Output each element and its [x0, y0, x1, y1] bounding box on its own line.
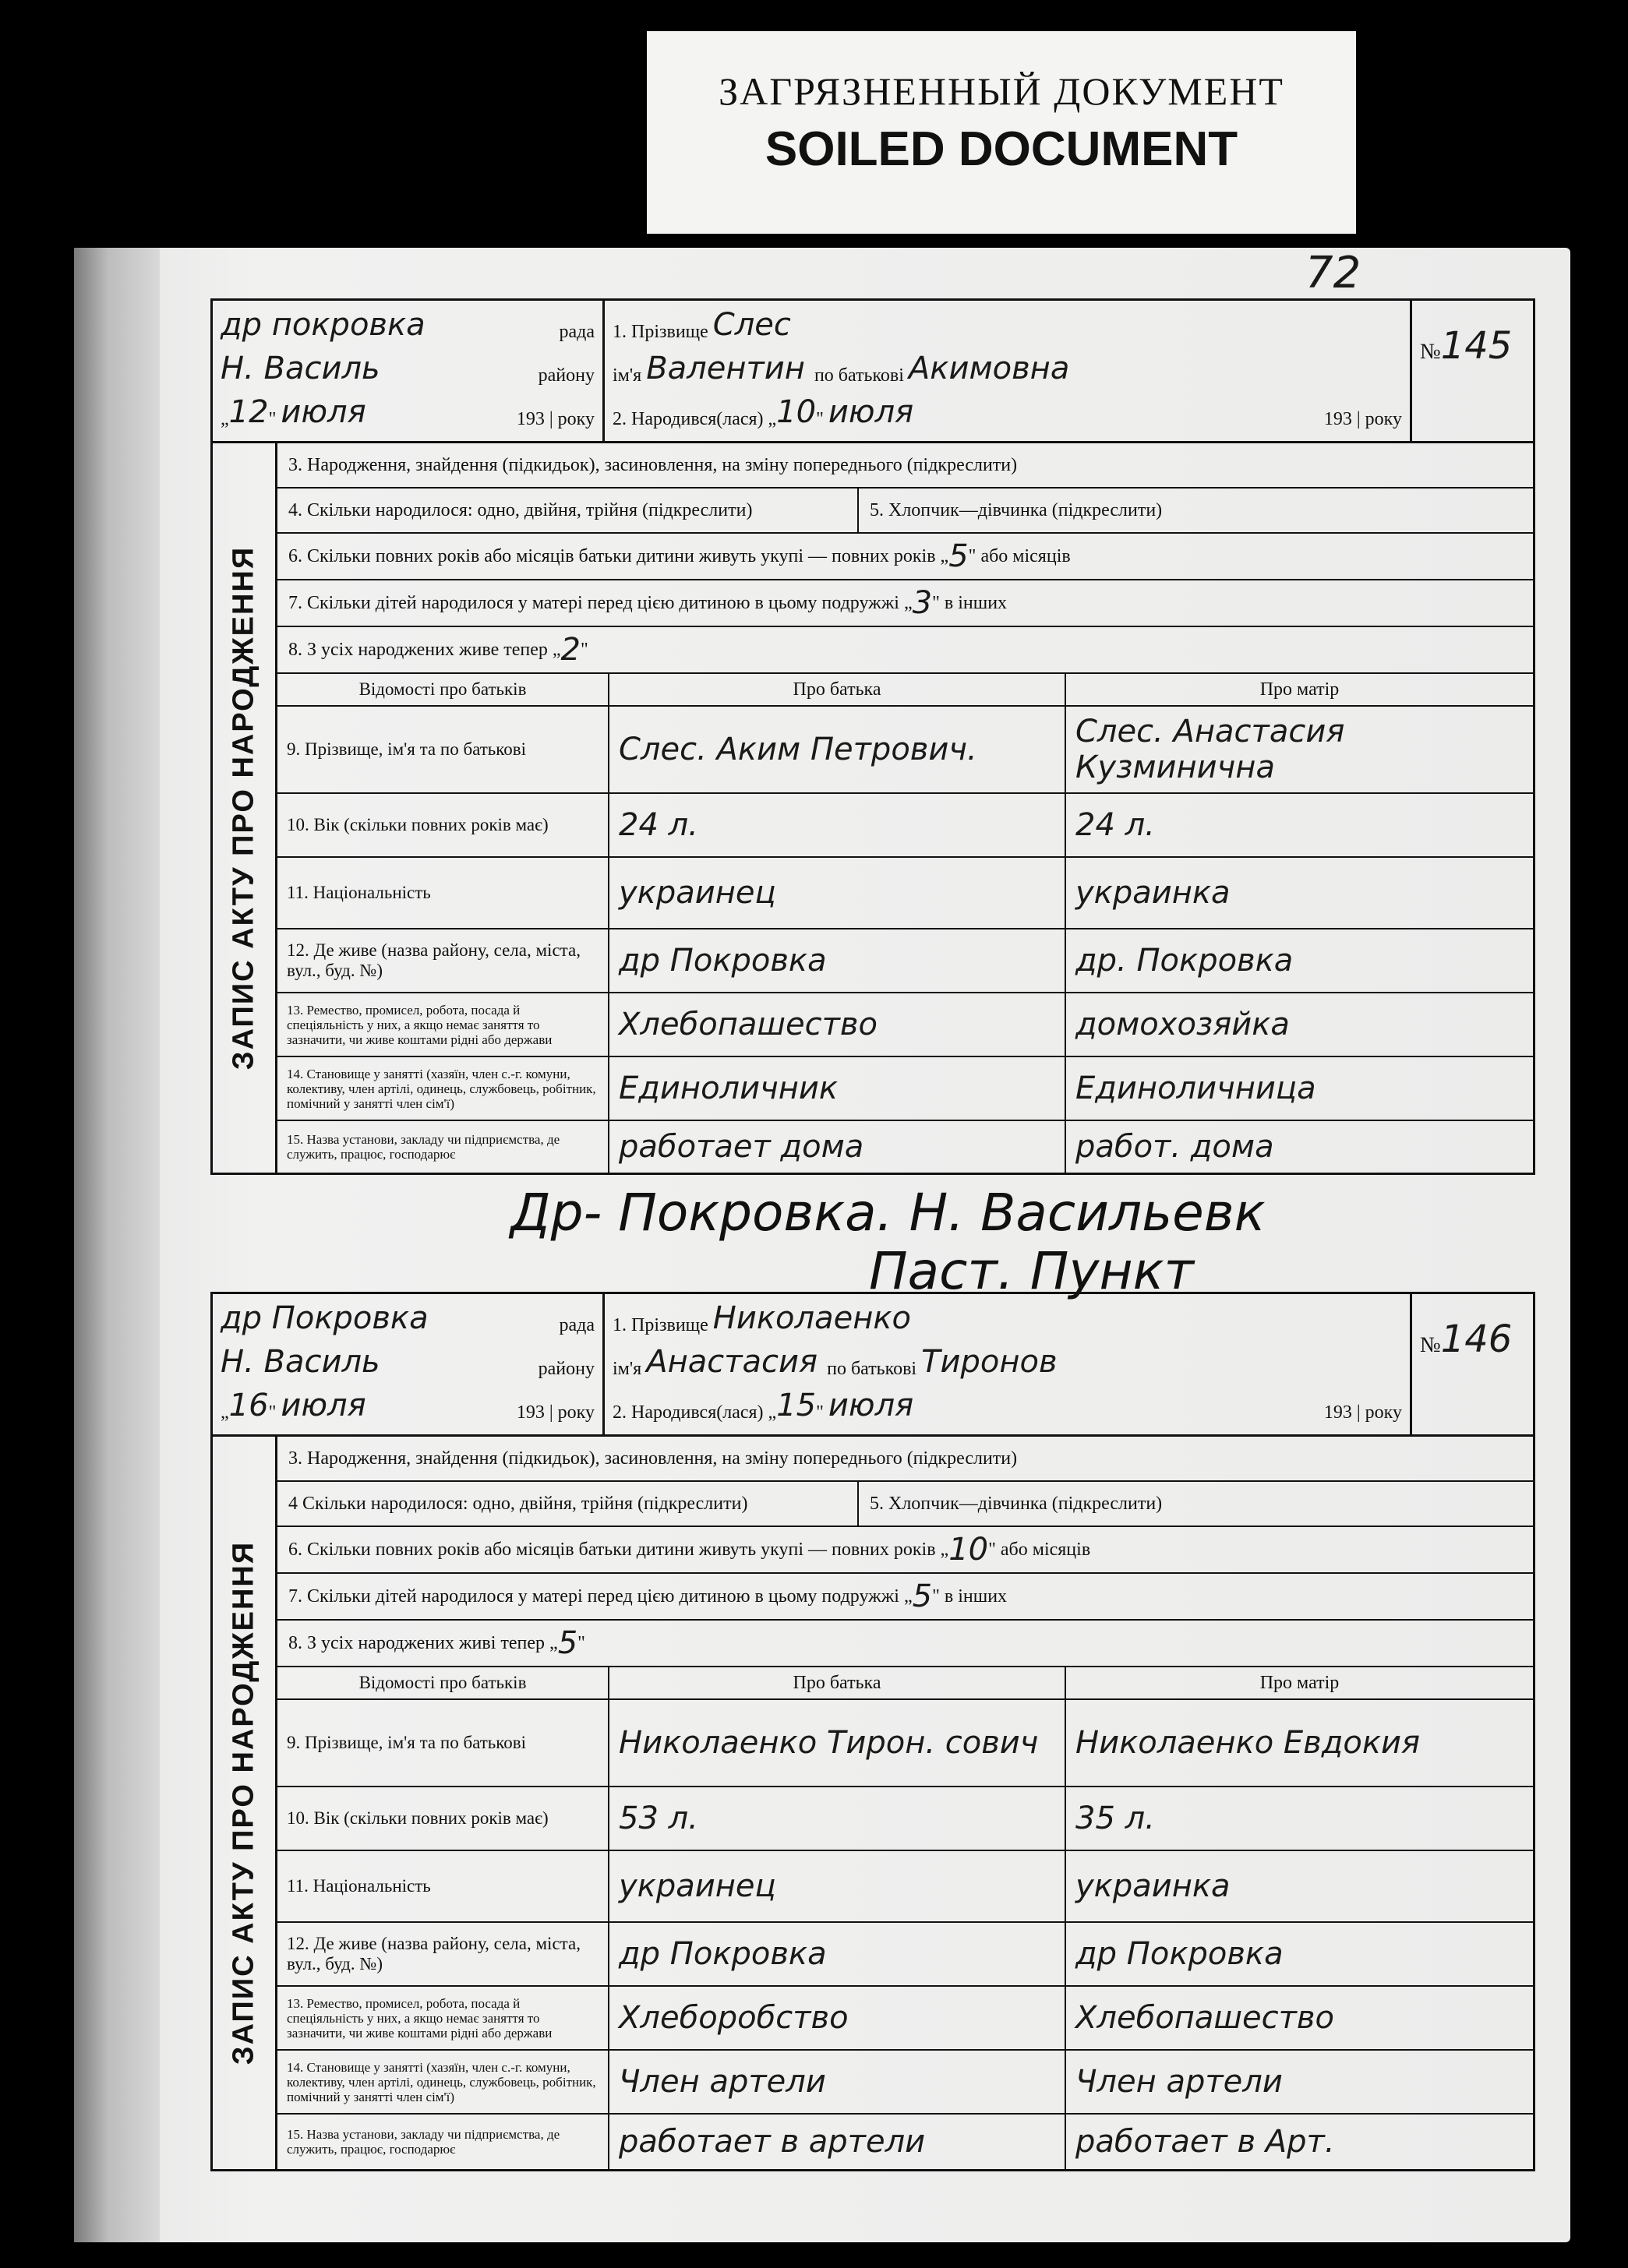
row-13-label: 13. Ремество, промисел, робота, посада й спеціяльність у них, а якщо немає заняття то зазначити, чи живе коштами рідні або держави	[277, 993, 609, 1056]
surname: Николаенко	[712, 1300, 911, 1336]
row-10-label: 10. Вік (скільки повних років має)	[277, 1787, 609, 1850]
handwritten-place-line1: Др- Покровка. Н. Васильевк	[510, 1183, 1266, 1243]
father-workplace: работает дома	[609, 1121, 1066, 1173]
mother-workplace: работает в Арт.	[1075, 2124, 1335, 2160]
row-11	[277, 1851, 1533, 1923]
mother-age: 24 л.	[1075, 807, 1155, 843]
row-6-text: 6. Скільки повних років або місяців батьки дитини живуть укупі — повних років	[288, 1539, 936, 1560]
father-workplace: работает в артели	[609, 2115, 1066, 2169]
row-8-text: 8. З усіх народжених живі тепер	[288, 1632, 546, 1653]
mother-workplace: работ. дома	[1075, 1129, 1274, 1165]
parents-header	[277, 674, 1533, 707]
row-7-tail: в інших	[944, 592, 1008, 613]
father-occupation: Хлебопашество	[609, 993, 1066, 1056]
father-age: 24 л.	[609, 794, 1066, 856]
row-6-value: 10	[948, 1532, 989, 1568]
record-number-box	[1410, 301, 1533, 441]
born-month: июля	[828, 394, 914, 430]
reg-month: июля	[281, 394, 366, 430]
col-mother: Про матір	[1259, 679, 1340, 700]
child-identity: 1. Прізвище Николаенко ім'я Анастасия по батькові Тиронов 2. Народився(лася) „ 15 " июля 193 | року	[613, 1300, 1402, 1423]
row-3-text: 3. Народження, знайдення (підкидьок), засиновлення, на зміну попереднього (підкреслити)	[288, 1448, 1018, 1469]
label-english: SOILED DOCUMENT	[765, 122, 1238, 176]
district: Н. Василь	[221, 351, 380, 386]
row-13	[277, 1987, 1533, 2051]
district-label: району	[538, 1359, 595, 1379]
row-8-value: 2	[560, 632, 581, 668]
col-father: Про батька	[793, 1672, 881, 1693]
page-spine	[74, 248, 160, 2242]
reg-year: 193	[516, 409, 545, 429]
row-6-tail: або місяців	[980, 545, 1071, 566]
father-age: 53 л.	[609, 1787, 1066, 1850]
row-4-text: 4. Скільки народилося: одно, двійня, трійня (підкреслити)	[288, 499, 753, 520]
row-7-text: 7. Скільки дітей народилося у матері перед цією дитиною в цьому подружжі	[288, 592, 899, 613]
row-3	[277, 443, 1533, 489]
row-4-text: 4 Скільки народилося: одно, двійня, трійня (підкреслити)	[288, 1493, 748, 1514]
given-name: Анастасия	[646, 1344, 818, 1380]
row-11	[277, 858, 1533, 929]
patronymic: Тиронов	[921, 1344, 1058, 1380]
born-year-label: року	[1365, 409, 1402, 429]
number-label: №	[1420, 1333, 1441, 1357]
side-title-text: ЗАПИС АКТУ ПРО НАРОДЖЕННЯ	[227, 545, 260, 1071]
record-number-box	[1410, 1294, 1533, 1434]
mother-name: Николаенко Евдокия	[1075, 1725, 1421, 1761]
row-7-tail: в інших	[944, 1585, 1008, 1607]
mother-name: Слес. Анастасия Кузминична	[1075, 714, 1345, 785]
parents-header	[277, 1667, 1533, 1700]
surname-label: 1. Прізвище	[613, 1315, 708, 1335]
born-year-label: року	[1365, 1402, 1402, 1423]
row-7: 7. Скільки дітей народилося у матері перед цією дитиною в цьому подружжі „ 5 " в інших	[277, 1574, 1533, 1621]
mother-status: Единоличница	[1075, 1071, 1316, 1106]
row-12-label: 12. Де живе (назва району, села, міста, вул., буд. №)	[277, 1923, 609, 1985]
mother-age: 35 л.	[1075, 1801, 1155, 1836]
row-12-label: 12. Де живе (назва району, села, міста, вул., буд. №)	[277, 929, 609, 992]
row-8: 8. З усіх народжених живе тепер „ 2 "	[277, 627, 1533, 674]
record-number: 146	[1440, 1317, 1513, 1361]
born-label: 2. Народився(лася)	[613, 409, 764, 429]
row-7-value: 5	[912, 1578, 933, 1614]
row-3-text: 3. Народження, знайдення (підкидьок), засиновлення, на зміну попереднього (підкреслити)	[288, 454, 1018, 475]
row-11-label: 11. Національність	[277, 1851, 609, 1921]
reg-year: 193	[516, 1402, 545, 1423]
name-label: ім'я	[613, 1359, 642, 1379]
row-14-label: 14. Становище у занятті (хазяїн, член с.-г. комуни, колективу, член артілі, одинець, службовець, робітник, помічний у занятті член сім'ї)	[277, 2051, 609, 2113]
patronymic-label: по батькові	[814, 365, 904, 386]
row-6-text: 6. Скільки повних років або місяців батьки дитини живуть укупі — повних років	[288, 545, 936, 566]
label-russian: ЗАГРЯЗНЕННЫЙ ДОКУМЕНТ	[719, 69, 1284, 113]
row-15-label: 15. Назва установи, закладу чи підприємства, де служить, працює, господарює	[277, 1121, 609, 1173]
row-6-tail: або місяців	[1000, 1539, 1091, 1560]
surname: Слес	[712, 307, 791, 343]
row-10-label: 10. Вік (скільки повних років має)	[277, 794, 609, 856]
row-4-5	[277, 489, 1533, 534]
row-8-value: 5	[557, 1625, 578, 1661]
father-name: Николаенко Тирон. сович	[609, 1700, 1066, 1786]
father-name: Слес. Аким Петрович.	[609, 707, 1066, 792]
row-8-text: 8. З усіх народжених живе тепер	[288, 639, 548, 660]
birth-record-146	[210, 1292, 1535, 2171]
row-5-text: 5. Хлопчик—дівчинка (підкреслити)	[870, 1493, 1163, 1514]
row-15	[277, 1121, 1533, 1173]
row-9-label: 9. Прізвище, ім'я та по батькові	[277, 707, 609, 792]
side-title-text: ЗАПИС АКТУ ПРО НАРОДЖЕННЯ	[227, 1540, 260, 2065]
record-header	[210, 298, 1535, 441]
born-day: 10	[776, 394, 817, 430]
given-name: Валентин	[646, 351, 805, 386]
col-info: Відомості про батьків	[358, 679, 527, 699]
birth-record-145	[210, 298, 1535, 1175]
district-label: району	[538, 365, 595, 386]
row-12	[277, 929, 1533, 993]
row-10	[277, 1787, 1533, 1851]
row-5-text: 5. Хлопчик—дівчинка (підкреслити)	[870, 499, 1163, 520]
row-7-text: 7. Скільки дітей народилося у матері перед цією дитиною в цьому подружжі	[288, 1585, 899, 1607]
document-page	[74, 248, 1570, 2242]
reg-day: 16	[228, 1388, 269, 1423]
record-body	[210, 1434, 1535, 2171]
side-title	[213, 1437, 277, 2169]
rada-label: рада	[559, 1315, 595, 1335]
row-11-label: 11. Національність	[277, 858, 609, 928]
row-15-label: 15. Назва установи, закладу чи підприємства, де служить, працює, господарює	[277, 2115, 609, 2169]
surname-label: 1. Прізвище	[613, 322, 708, 342]
row-10	[277, 794, 1533, 858]
row-13-label: 13. Ремество, промисел, робота, посада й спеціяльність у них, а якщо немає заняття то зазначити, чи живе коштами рідні або держави	[277, 1987, 609, 2049]
father-occupation: Хлеборобство	[609, 1987, 1066, 2049]
village: др Покровка	[221, 1300, 429, 1336]
father-nationality: украинец	[609, 1851, 1066, 1921]
record-header	[210, 1292, 1535, 1434]
registration-place: др Покровка рада Н. Василь району „ 16 " июля 193 | року	[213, 1294, 605, 1434]
father-status: Член артели	[609, 2051, 1066, 2113]
father-residence: др Покровка	[609, 929, 1066, 992]
father-nationality: украинец	[609, 858, 1066, 928]
mother-residence: др Покровка	[1075, 1936, 1284, 1972]
born-year: 193	[1323, 1402, 1352, 1423]
row-6: 6. Скільки повних років або місяців батьки дитини живуть укупі — повних років „ 10 " або місяців	[277, 1527, 1533, 1574]
row-14-label: 14. Становище у занятті (хазяїн, член с.-г. комуни, колективу, член артілі, одинець, службовець, робітник, помічний у занятті член сім'ї)	[277, 1057, 609, 1120]
name-label: ім'я	[613, 365, 642, 386]
handwritten-place-line2: Паст. Пункт	[869, 1241, 1194, 1301]
row-9	[277, 1700, 1533, 1787]
reg-day: 12	[228, 394, 269, 430]
col-father: Про батька	[793, 679, 881, 700]
row-14	[277, 1057, 1533, 1121]
row-8: 8. З усіх народжених живі тепер „ 5 "	[277, 1621, 1533, 1667]
rada-label: рада	[559, 322, 595, 342]
row-7-value: 3	[912, 585, 933, 621]
mother-occupation: Хлебопашество	[1075, 2000, 1334, 2036]
soiled-document-label	[647, 31, 1356, 234]
mother-residence: др. Покровка	[1075, 943, 1294, 979]
mother-status: Член артели	[1075, 2064, 1283, 2100]
mother-occupation: домохозяйка	[1075, 1007, 1290, 1042]
row-13	[277, 993, 1533, 1057]
mother-nationality: украинка	[1075, 875, 1231, 911]
row-6: 6. Скільки повних років або місяців батьки дитини живуть укупі — повних років „ 5 " або місяців	[277, 534, 1533, 580]
born-month: июля	[828, 1388, 914, 1423]
reg-year-label: року	[557, 409, 595, 429]
row-14	[277, 2051, 1533, 2115]
row-6-value: 5	[948, 538, 969, 574]
district: Н. Василь	[221, 1344, 380, 1380]
child-identity: 1. Прізвище Слес ім'я Валентин по батькові Акимовна 2. Народився(лася) „ 10 " июля 193 | року	[613, 307, 1402, 430]
mother-nationality: украинка	[1075, 1868, 1231, 1904]
col-mother: Про матір	[1259, 1672, 1340, 1693]
born-day: 15	[776, 1388, 817, 1423]
reg-month: июля	[281, 1388, 366, 1423]
born-year: 193	[1323, 409, 1352, 429]
reg-year-label: року	[557, 1402, 595, 1423]
row-9	[277, 707, 1533, 794]
record-number: 145	[1440, 324, 1513, 368]
col-info: Відомості про батьків	[358, 1673, 527, 1692]
number-label: №	[1420, 340, 1441, 364]
row-3	[277, 1437, 1533, 1482]
record-body	[210, 441, 1535, 1175]
row-7: 7. Скільки дітей народилося у матері перед цією дитиною в цьому подружжі „ 3 " в інших	[277, 580, 1533, 627]
row-9-label: 9. Прізвище, ім'я та по батькові	[277, 1700, 609, 1786]
village: др покровка	[221, 307, 426, 343]
patronymic-label: по батькові	[827, 1359, 917, 1379]
registration-place: др покровка рада Н. Василь району „ 12 " июля 193 | року	[213, 301, 605, 441]
corner-mark: 72	[1305, 248, 1361, 298]
side-title	[213, 443, 277, 1173]
row-4-5	[277, 1482, 1533, 1527]
born-label: 2. Народився(лася)	[613, 1402, 764, 1423]
row-12	[277, 1923, 1533, 1987]
patronymic: Акимовна	[908, 351, 1070, 386]
row-15	[277, 2115, 1533, 2169]
father-residence: др Покровка	[609, 1923, 1066, 1985]
father-status: Единоличник	[609, 1057, 1066, 1120]
